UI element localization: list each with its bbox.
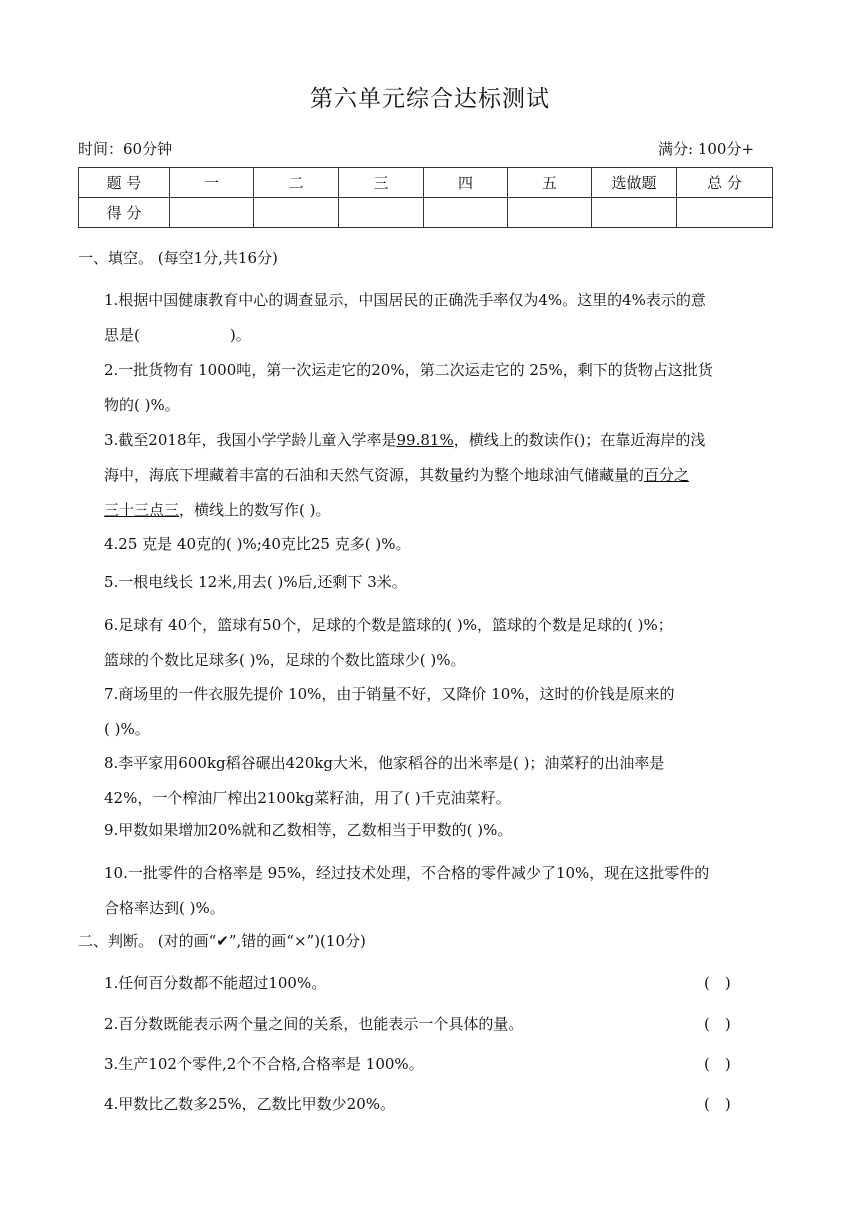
section-judge-heading: 二、判断。 (对的画“✔”,错的画“×”)(10分) [78, 932, 366, 950]
question-line: 思是( )。 [104, 326, 251, 344]
answer-parentheses[interactable]: ( ) [704, 1055, 731, 1073]
question-line [104, 423, 786, 458]
score-table [78, 167, 773, 228]
question-line: 6.足球有 40个，篮球有50个，足球的个数是篮球的( )%，篮球的个数是足球的( )%； [104, 616, 673, 634]
question-8 [104, 746, 786, 816]
question-1 [104, 283, 786, 353]
question-line [104, 458, 786, 493]
question-line: 8.李平家用600kg稻谷碾出420kg大米，他家稻谷的出米率是( )；油菜籽的出油率是 [104, 754, 665, 772]
question-line: 42%，一个榨油厂榨出2100kg菜籽油，用了( )千克油菜籽。 [104, 789, 511, 807]
judge-item-1: 1.任何百分数都不能超过100%。 [104, 974, 327, 992]
answer-parentheses[interactable]: ( ) [704, 1095, 731, 1113]
header-cell: 二 [254, 168, 339, 198]
question-4 [104, 527, 786, 562]
header-cell: 选做题 [592, 168, 677, 198]
text-run: ，横线上的数写作( )。 [179, 501, 331, 519]
question-line: 5.一根电线长 12米,用去( )%后,还剩下 3米。 [104, 573, 407, 591]
header-cell: 一 [170, 168, 254, 198]
question-line [104, 493, 786, 528]
question-2 [104, 353, 786, 423]
full-score: 满分: 100分+ [658, 140, 755, 158]
header-cell: 四 [424, 168, 508, 198]
question-line: 9.甲数如果增加20%就和乙数相等，乙数相当于甲数的( )%。 [104, 821, 513, 839]
judge-item-2: 2.百分数既能表示两个量之间的关系，也能表示一个具体的量。 [104, 1015, 524, 1033]
judge-item-4: 4.甲数比乙数多25%，乙数比甲数少20%。 [104, 1095, 395, 1113]
question-10 [104, 856, 786, 926]
question-line: 4.25 克是 40克的( )%;40克比25 克多( )%。 [104, 535, 411, 553]
score-cell[interactable] [339, 198, 424, 228]
header-cell: 三 [339, 168, 424, 198]
question-line: 10.一批零件的合格率是 95%，经过技术处理，不合格的零件减少了10%，现在这批零件的 [104, 864, 710, 882]
score-cell[interactable] [508, 198, 592, 228]
score-table-header-row [79, 168, 773, 198]
question-7 [104, 677, 786, 747]
text-run: 3.截至2018年，我国小学学龄儿童入学率是 [104, 431, 397, 449]
score-cell[interactable] [424, 198, 508, 228]
text-run: 海中，海底下埋藏着丰富的石油和天然气资源，其数量约为整个地球油气储藏量的 [104, 466, 645, 484]
question-line: ( )%。 [104, 720, 150, 738]
answer-parentheses[interactable]: ( ) [704, 1015, 731, 1033]
underlined-number: 99.81% [396, 431, 454, 449]
section-fill-heading: 一、填空。 (每空1分,共16分) [78, 249, 278, 267]
answer-parentheses[interactable]: ( ) [704, 974, 731, 992]
header-cell: 总 分 [677, 168, 773, 198]
question-line: 物的( )%。 [104, 396, 180, 414]
underlined-words: 三十三点三 [104, 501, 180, 519]
header-cell: 题 号 [79, 168, 170, 198]
score-cell[interactable] [677, 198, 773, 228]
question-line: 合格率达到( )%。 [104, 899, 225, 917]
question-line: 7.商场里的一件衣服先提价 10%，由于销量不好，又降价 10%，这时的价钱是原来的 [104, 685, 675, 703]
header-cell: 五 [508, 168, 592, 198]
question-6 [104, 608, 786, 678]
question-line: 篮球的个数比足球多( )%，足球的个数比篮球少( )%。 [104, 651, 466, 669]
question-5 [104, 565, 786, 600]
underlined-words: 百分之 [644, 466, 690, 484]
text-run: ，横线上的数读作()；在靠近海岸的浅 [453, 431, 706, 449]
question-3 [104, 423, 786, 528]
question-9 [104, 813, 786, 848]
score-cell[interactable] [254, 198, 339, 228]
question-line: 1.根据中国健康教育中心的调查显示，中国居民的正确洗手率仅为4%。这里的4%表示的意 [104, 291, 706, 309]
exam-time: 时间：60分钟 [78, 140, 173, 158]
score-cell[interactable] [170, 198, 254, 228]
judge-item-3: 3.生产102个零件,2个不合格,合格率是 100%。 [104, 1055, 424, 1073]
score-table-score-row [79, 198, 773, 228]
score-cell[interactable] [592, 198, 677, 228]
row-label: 得 分 [79, 198, 170, 228]
question-line: 2.一批货物有 1000吨，第一次运走它的20%，第二次运走它的 25%，剩下的货物占这批货 [104, 361, 713, 379]
page-title: 第六单元综合达标测试 [310, 86, 550, 112]
